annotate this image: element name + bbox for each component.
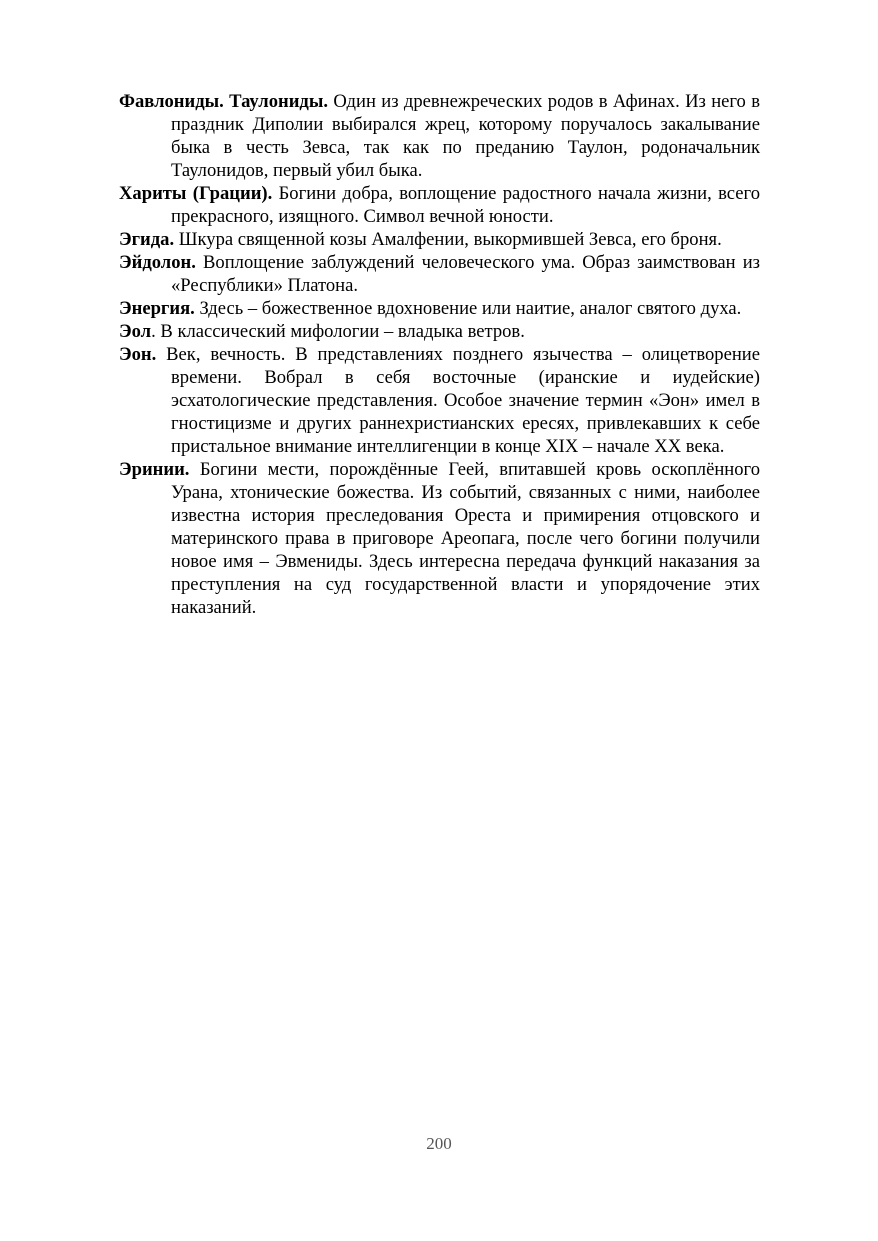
entry-definition: Богини добра, воплощение радостного начала жизни, всего прекрасного, изящного. Символ вечной юности.	[171, 183, 761, 227]
entry-term: Хариты (Грации).	[119, 183, 273, 204]
entry-definition: Шкура священной козы Амалфении, выкормившей Зевса, его броня.	[174, 229, 722, 250]
glossary-entry-erinii	[119, 458, 760, 619]
entry-definition: Воплощение заблуждений человеческого ума. Образ заимствован из «Республики» Платона.	[171, 252, 760, 296]
entry-term: Эон.	[119, 344, 157, 365]
entry-definition: . В классический мифологии – владыка ветров.	[151, 321, 525, 342]
glossary-entry-favlonidy	[119, 90, 760, 182]
entry-definition: Здесь – божественное вдохновение или наитие, аналог святого духа.	[194, 298, 742, 319]
glossary-entry-energiya	[119, 297, 760, 320]
entry-definition: Богини мести, порождённые Геей, впитавшей кровь оскоплённого Урана, хтонические божества. Из событий, связанных с ними, наиболее известна история преследования Ореста и примирения отцовского и материнского права в приговоре Ареопага, после чего богини получили новое имя – Эвмениды. Здесь интересна передача функций наказания за преступления на суд государственной власти и упорядочение этих наказаний.	[171, 459, 760, 618]
glossary-entry-egida	[119, 228, 760, 251]
entry-definition: Один из древнежреческих родов в Афинах. Из него в праздник Диполии выбирался жрец, которому поручалось закалывание быка в честь Зевса, так как по преданию Таулон, родоначальник Таулонидов, первый убил быка.	[171, 91, 760, 181]
entry-term: Эйдолон.	[119, 252, 196, 273]
glossary-entry-eol	[119, 320, 760, 343]
entry-term: Энергия.	[119, 298, 195, 319]
page-number: 200	[426, 1134, 452, 1153]
entry-term: Фавлониды. Таулониды.	[119, 91, 328, 112]
glossary-entry-eidolon	[119, 251, 760, 297]
glossary-entry-harity	[119, 182, 760, 228]
entry-definition: Век, вечность. В представлениях позднего язычества – олицетворение времени. Вобрал в себя восточные (иранские и иудейские) эсхатологические представления. Особое значение термин «Эон» имел в гностицизме и других раннехристианских ересях, привлекавших к себе пристальное внимание интеллигенции в конце XIX – начале XX века.	[156, 344, 760, 457]
glossary-text	[119, 90, 760, 619]
entry-term: Эол	[119, 321, 152, 342]
entry-term: Эгида.	[119, 229, 175, 250]
entry-term: Эринии.	[119, 459, 190, 480]
glossary-entry-eon	[119, 343, 760, 458]
